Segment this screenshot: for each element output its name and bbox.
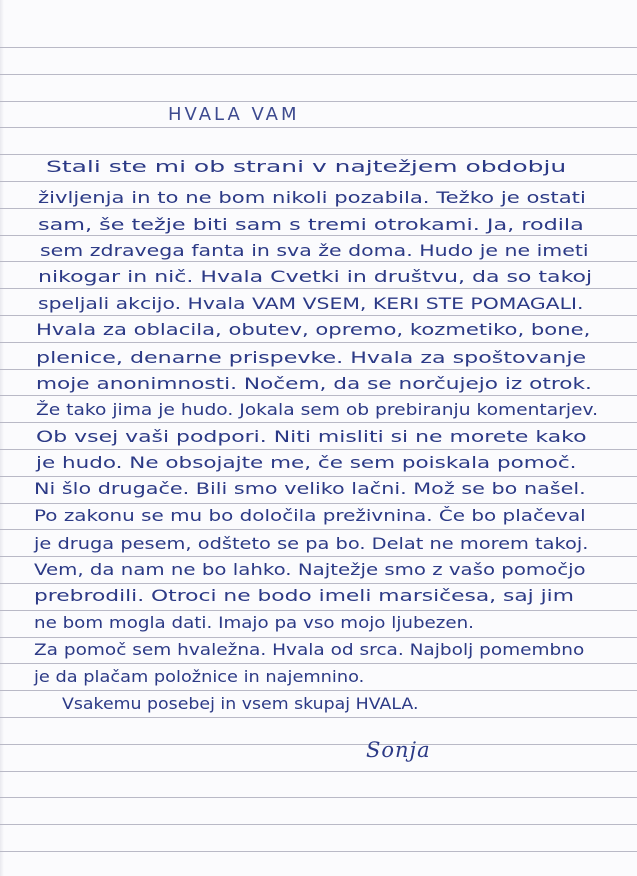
letter-line: Že tako jima je hudo. Jokala sem ob prebiranju komentarjev. — [36, 401, 599, 419]
signature: Sonja — [366, 738, 431, 762]
letter-line: Za pomoč sem hvaležna. Hvala od srca. Najbolj pomembno — [34, 641, 585, 659]
letter-line: nikogar in nič. Hvala Cvetki in društvu, da so takoj — [38, 268, 593, 286]
letter-line: življenja in to ne bom nikoli pozabila. Težko je ostati — [38, 189, 586, 207]
letter-line: speljali akcijo. Hvala VAM VSEM, KERI STE POMAGALI. — [38, 295, 584, 313]
letter-line: sam, še težje biti sam s tremi otrokami. Ja, rodila — [38, 216, 584, 234]
letter-line: Ni šlo drugače. Bili smo veliko lačni. Mož se bo našel. — [34, 480, 586, 498]
letter-line: Po zakonu se mu bo določila preživnina. Če bo plačeval — [34, 507, 586, 525]
letter-line: je druga pesem, odšteto se pa bo. Delat ne morem takoj. — [34, 535, 589, 553]
letter-line: Ob vsej vaši podpori. Niti misliti si ne morete kako — [36, 428, 587, 446]
letter-line: Hvala za oblacila, obutev, opremo, kozmetiko, bone, — [36, 321, 591, 339]
letter-line: Vem, da nam ne bo lahko. Najtežje smo z vašo pomočjo — [34, 561, 586, 579]
letter-line: plenice, denarne prispevke. Hvala za spoštovanje — [36, 349, 587, 367]
letter-title: HVALA VAM — [168, 104, 300, 125]
letter-line: je da plačam položnice in najemnino. — [34, 668, 365, 686]
letter-line: sem zdravega fanta in sva že doma. Hudo je ne imeti — [40, 242, 589, 260]
letter-line: prebrodili. Otroci ne bodo imeli marsičesa, saj jim — [34, 587, 574, 605]
letter-line: moje anonimnosti. Nočem, da se norčujejo iz otrok. — [36, 375, 592, 393]
letter-line: Vsakemu posebej in vsem skupaj HVALA. — [62, 695, 419, 713]
letter-line: je hudo. Ne obsojajte me, če sem poiskala pomoč. — [36, 454, 577, 472]
letter-line: ne bom mogla dati. Imajo pa vso mojo ljubezen. — [34, 614, 474, 632]
letter-line: Stali ste mi ob strani v najtežjem obdobju — [46, 158, 567, 176]
